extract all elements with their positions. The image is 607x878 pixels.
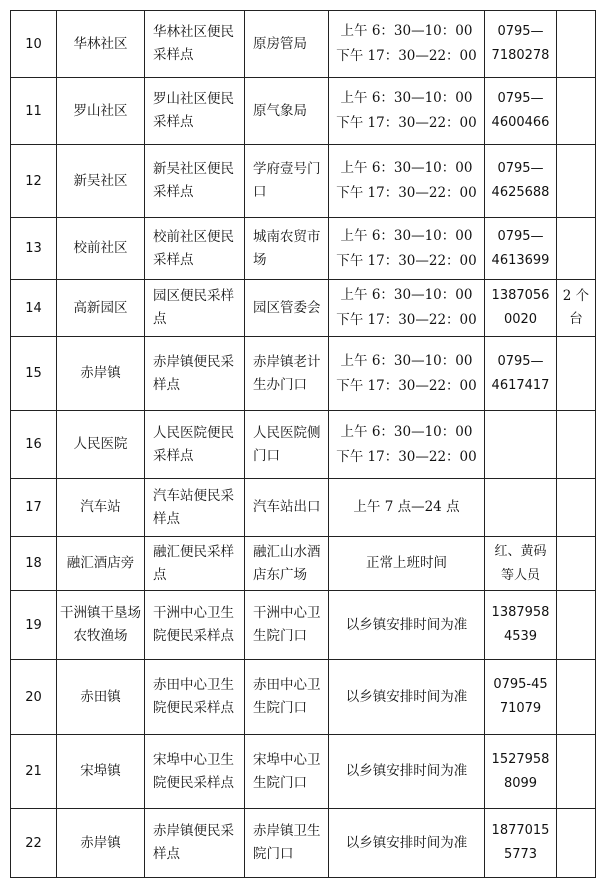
time-cell — [329, 591, 485, 660]
table-row — [11, 660, 596, 735]
time-line: 上午 6：30—10：00 — [340, 287, 473, 303]
sampling-point-cell: 华林社区便民采样点 — [145, 11, 245, 78]
note-cell — [557, 537, 596, 591]
note-cell — [557, 218, 596, 280]
row-number-cell: 12 — [11, 145, 57, 218]
sampling-point-cell: 人民医院便民采样点 — [145, 411, 245, 479]
phone-line: 4625688 — [491, 185, 550, 200]
phone-line: 1387056 — [491, 288, 550, 303]
note-cell — [557, 735, 596, 809]
location-cell: 宋埠中心卫生院门口 — [245, 735, 329, 809]
location-cell: 赤岸镇老计生办门口 — [245, 337, 329, 411]
time-line: 下午 17：30—22：00 — [336, 377, 477, 394]
phone-line: 红、黄码 — [494, 543, 547, 559]
location-cell: 赤田中心卫生院门口 — [245, 660, 329, 735]
table-row — [11, 145, 596, 218]
unit-cell: 罗山社区 — [57, 78, 145, 145]
time-line: 上午 6：30—10：00 — [340, 160, 473, 176]
location-cell: 人民医院侧门口 — [245, 411, 329, 479]
row-number-cell: 18 — [11, 537, 57, 591]
note-cell — [557, 411, 596, 479]
note-cell — [557, 145, 596, 218]
sampling-point-cell: 新吴社区便民采样点 — [145, 145, 245, 218]
time-cell — [329, 479, 485, 537]
unit-cell: 融汇酒店旁 — [57, 537, 145, 591]
phone-cell — [485, 411, 557, 479]
unit-cell: 赤岸镇 — [57, 337, 145, 411]
location-cell: 汽车站出口 — [245, 479, 329, 537]
unit-cell: 高新园区 — [57, 280, 145, 337]
unit-cell: 新吴社区 — [57, 145, 145, 218]
phone-line: 0795— — [497, 91, 544, 106]
sampling-point-cell: 宋埠中心卫生院便民采样点 — [145, 735, 245, 809]
time-cell — [329, 809, 485, 878]
time-line: 上午 6：30—10：00 — [340, 423, 473, 440]
time-cell — [329, 11, 485, 78]
table-row — [11, 280, 596, 337]
table-row — [11, 809, 596, 878]
time-cell — [329, 145, 485, 218]
note-cell — [557, 809, 596, 878]
phone-line: 8099 — [503, 775, 538, 791]
time-cell — [329, 660, 485, 735]
time-cell — [329, 411, 485, 479]
unit-cell: 赤岸镇 — [57, 809, 145, 878]
phone-line: 7180278 — [491, 48, 550, 63]
note-cell: 2 个台 — [557, 280, 596, 337]
location-cell: 干洲中心卫生院门口 — [245, 591, 329, 660]
location-cell: 城南农贸市场 — [245, 218, 329, 280]
note-cell — [557, 591, 596, 660]
phone-cell — [485, 660, 557, 735]
phone-cell — [485, 591, 557, 660]
table-row — [11, 479, 596, 537]
note-cell — [557, 479, 596, 537]
phone-cell — [485, 337, 557, 411]
note-cell — [557, 660, 596, 735]
time-line: 上午 6：30—10：00 — [340, 352, 473, 369]
phone-cell — [485, 809, 557, 878]
time-line: 下午 17：30—22：00 — [336, 312, 477, 328]
time-cell — [329, 78, 485, 145]
table-body — [11, 11, 596, 878]
row-number-cell: 22 — [11, 809, 57, 878]
sampling-points-table — [10, 10, 596, 878]
time-line: 以乡镇安排时间为准 — [345, 834, 468, 851]
table-row — [11, 337, 596, 411]
phone-cell — [485, 78, 557, 145]
location-cell: 融汇山水酒店东广场 — [245, 537, 329, 591]
unit-cell: 赤田镇 — [57, 660, 145, 735]
sampling-point-cell: 赤岸镇便民采样点 — [145, 809, 245, 878]
time-line: 下午 17：30—22：00 — [336, 448, 477, 465]
time-line: 下午 17：30—22：00 — [336, 48, 477, 64]
phone-line: 0795— — [497, 353, 544, 369]
row-number-cell: 20 — [11, 660, 57, 735]
time-cell — [329, 735, 485, 809]
unit-cell: 人民医院 — [57, 411, 145, 479]
note-cell — [557, 78, 596, 145]
phone-cell — [485, 537, 557, 591]
sampling-point-cell: 校前社区便民采样点 — [145, 218, 245, 280]
phone-line: 0020 — [503, 312, 538, 327]
note-cell — [557, 337, 596, 411]
time-cell — [329, 537, 485, 591]
time-line: 上午 6：30—10：00 — [340, 227, 473, 244]
sampling-point-cell: 罗山社区便民采样点 — [145, 78, 245, 145]
phone-cell — [485, 145, 557, 218]
location-cell: 原房管局 — [245, 11, 329, 78]
unit-cell: 华林社区 — [57, 11, 145, 78]
phone-line: 等人员 — [500, 567, 540, 583]
phone-line: 4539 — [503, 629, 538, 644]
phone-line: 0795— — [497, 161, 544, 176]
phone-line: 4617417 — [491, 377, 550, 393]
time-line: 下午 17：30—22：00 — [336, 115, 477, 131]
time-line: 上午 7 点—24 点 — [353, 499, 460, 515]
unit-cell: 校前社区 — [57, 218, 145, 280]
unit-cell: 干洲镇干垦场农牧渔场 — [57, 591, 145, 660]
time-line: 下午 17：30—22：00 — [336, 185, 477, 201]
phone-line: 71079 — [499, 701, 542, 716]
time-line: 以乡镇安排时间为准 — [345, 688, 468, 705]
time-line: 上午 6：30—10：00 — [340, 23, 473, 39]
sampling-point-cell: 赤岸镇便民采样点 — [145, 337, 245, 411]
table-row — [11, 591, 596, 660]
sampling-point-cell: 园区便民采样点 — [145, 280, 245, 337]
row-number-cell: 16 — [11, 411, 57, 479]
phone-line: 5773 — [503, 847, 538, 862]
row-number-cell: 19 — [11, 591, 57, 660]
location-cell: 赤岸镇卫生院门口 — [245, 809, 329, 878]
location-cell: 园区管委会 — [245, 280, 329, 337]
phone-line: 0795-45 — [493, 677, 548, 692]
phone-line: 4613699 — [491, 252, 550, 268]
table-row — [11, 411, 596, 479]
time-line: 上午 6：30—10：00 — [340, 90, 473, 106]
sampling-point-cell: 赤田中心卫生院便民采样点 — [145, 660, 245, 735]
row-number-cell: 14 — [11, 280, 57, 337]
unit-cell: 宋埠镇 — [57, 735, 145, 809]
unit-cell: 汽车站 — [57, 479, 145, 537]
phone-cell — [485, 479, 557, 537]
time-line: 正常上班时间 — [366, 555, 447, 571]
row-number-cell: 15 — [11, 337, 57, 411]
phone-cell — [485, 735, 557, 809]
time-line: 下午 17：30—22：00 — [336, 252, 477, 269]
table-row — [11, 218, 596, 280]
location-cell: 原气象局 — [245, 78, 329, 145]
row-number-cell: 13 — [11, 218, 57, 280]
phone-cell — [485, 280, 557, 337]
time-cell — [329, 337, 485, 411]
phone-line: 4600466 — [491, 115, 550, 130]
phone-line: 1527958 — [491, 751, 550, 767]
phone-cell — [485, 11, 557, 78]
table-row — [11, 78, 596, 145]
sampling-point-cell: 融汇便民采样点 — [145, 537, 245, 591]
location-cell: 学府壹号门口 — [245, 145, 329, 218]
note-cell — [557, 11, 596, 78]
sampling-point-cell: 汽车站便民采样点 — [145, 479, 245, 537]
table-row — [11, 537, 596, 591]
table-row — [11, 11, 596, 78]
phone-line: 0795— — [497, 228, 544, 244]
phone-cell — [485, 218, 557, 280]
time-cell — [329, 280, 485, 337]
row-number-cell: 10 — [11, 11, 57, 78]
time-line: 以乡镇安排时间为准 — [345, 763, 468, 779]
phone-line: 0795— — [497, 24, 544, 39]
row-number-cell: 11 — [11, 78, 57, 145]
row-number-cell: 17 — [11, 479, 57, 537]
phone-line: 1877015 — [491, 823, 550, 838]
time-line: 以乡镇安排时间为准 — [345, 616, 468, 633]
row-number-cell: 21 — [11, 735, 57, 809]
time-cell — [329, 218, 485, 280]
phone-line: 1387958 — [491, 605, 550, 620]
sampling-point-cell: 干洲中心卫生院便民采样点 — [145, 591, 245, 660]
table-row — [11, 735, 596, 809]
